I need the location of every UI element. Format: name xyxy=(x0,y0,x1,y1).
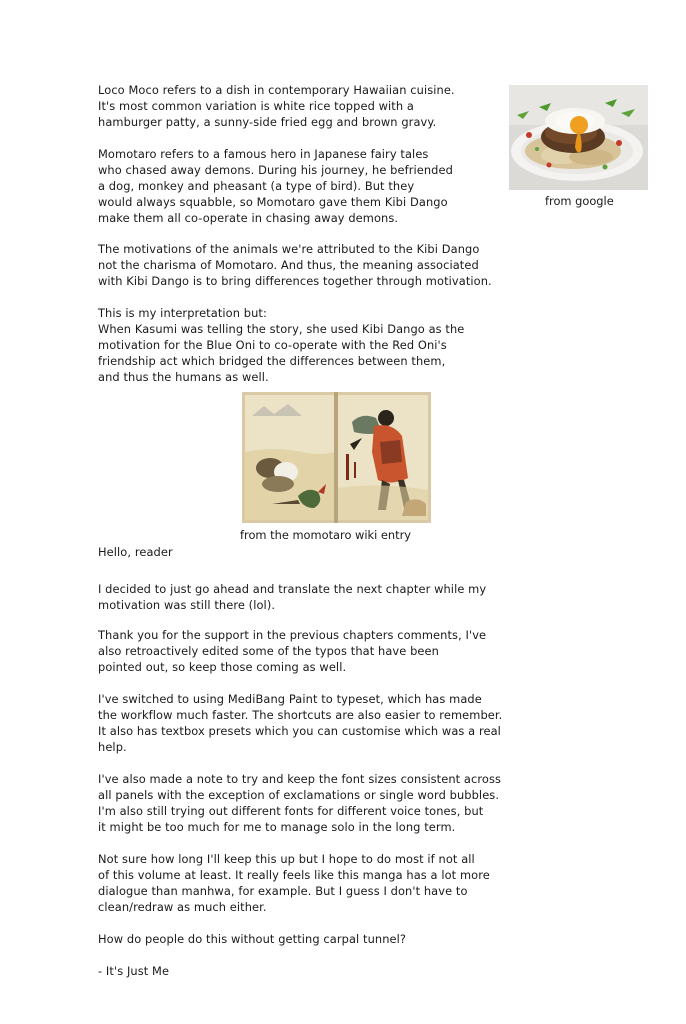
paragraph-thanks: Thank you for the support in the previous chapters comments, I've also retroactively edited some of the typos that have been pointed out, so keep those coming as well. xyxy=(98,628,487,674)
paragraph-fonts: I've also made a note to try and keep the font sizes consistent across all panels with the exception of exclamations or single word bubbles. I'm also still trying out different fonts for different voice tones, but it might be too much for me to manage solo in the long term. xyxy=(98,772,502,834)
paragraph-loco-moco: Loco Moco refers to a dish in contemporary Hawaiian cuisine. It's most common variation is white rice topped with a hamburger patty, a sunny-side fried egg and brown gravy. xyxy=(98,83,455,129)
loco-moco-photo xyxy=(509,85,648,190)
paragraph-interpretation: This is my interpretation but: When Kasumi was telling the story, she used Kibi Dango as the motivation for the Blue Oni to co-operate with the Red Oni's friendship act which bridged the differences between them, and thus the humans as well. xyxy=(98,306,465,384)
paragraph-carpal-tunnel: How do people do this without getting carpal tunnel? xyxy=(98,932,407,946)
paragraph-volume: Not sure how long I'll keep this up but I hope to do most if not all of this volume at least. It really feels like this manga has a lot more dialogue than manhwa, for example. But I guess I don't have to clean/redraw as much either. xyxy=(98,852,490,914)
paragraph-motivations: The motivations of the animals we're attributed to the Kibi Dango not the charisma of Momotaro. And thus, the meaning associated with Kibi Dango is to bring differences together through motivation. xyxy=(98,242,492,288)
paragraph-medibang: I've switched to using MediBang Paint to typeset, which has made the workflow much faster. The shortcuts are also easier to remember. It also has textbox presets which you can customise which was a real help. xyxy=(98,692,503,754)
momotaro-woodblock-print xyxy=(242,392,431,523)
food-photo-caption: from google xyxy=(545,194,614,208)
momotaro-print-caption: from the momotaro wiki entry xyxy=(240,528,412,542)
signature: - It's Just Me xyxy=(98,964,170,978)
paragraph-momotaro: Momotaro refers to a famous hero in Japanese fairy tales who chased away demons. During his journey, he befriended a dog, monkey and pheasant (a type of bird). But they would always squabble, so Momotaro gave them Kibi Dango make them all co-operate in chasing away demons. xyxy=(98,147,453,225)
paragraph-decided: I decided to just go ahead and translate the next chapter while my motivation was still there (lol). xyxy=(98,582,487,612)
greeting: Hello, reader xyxy=(98,545,173,559)
